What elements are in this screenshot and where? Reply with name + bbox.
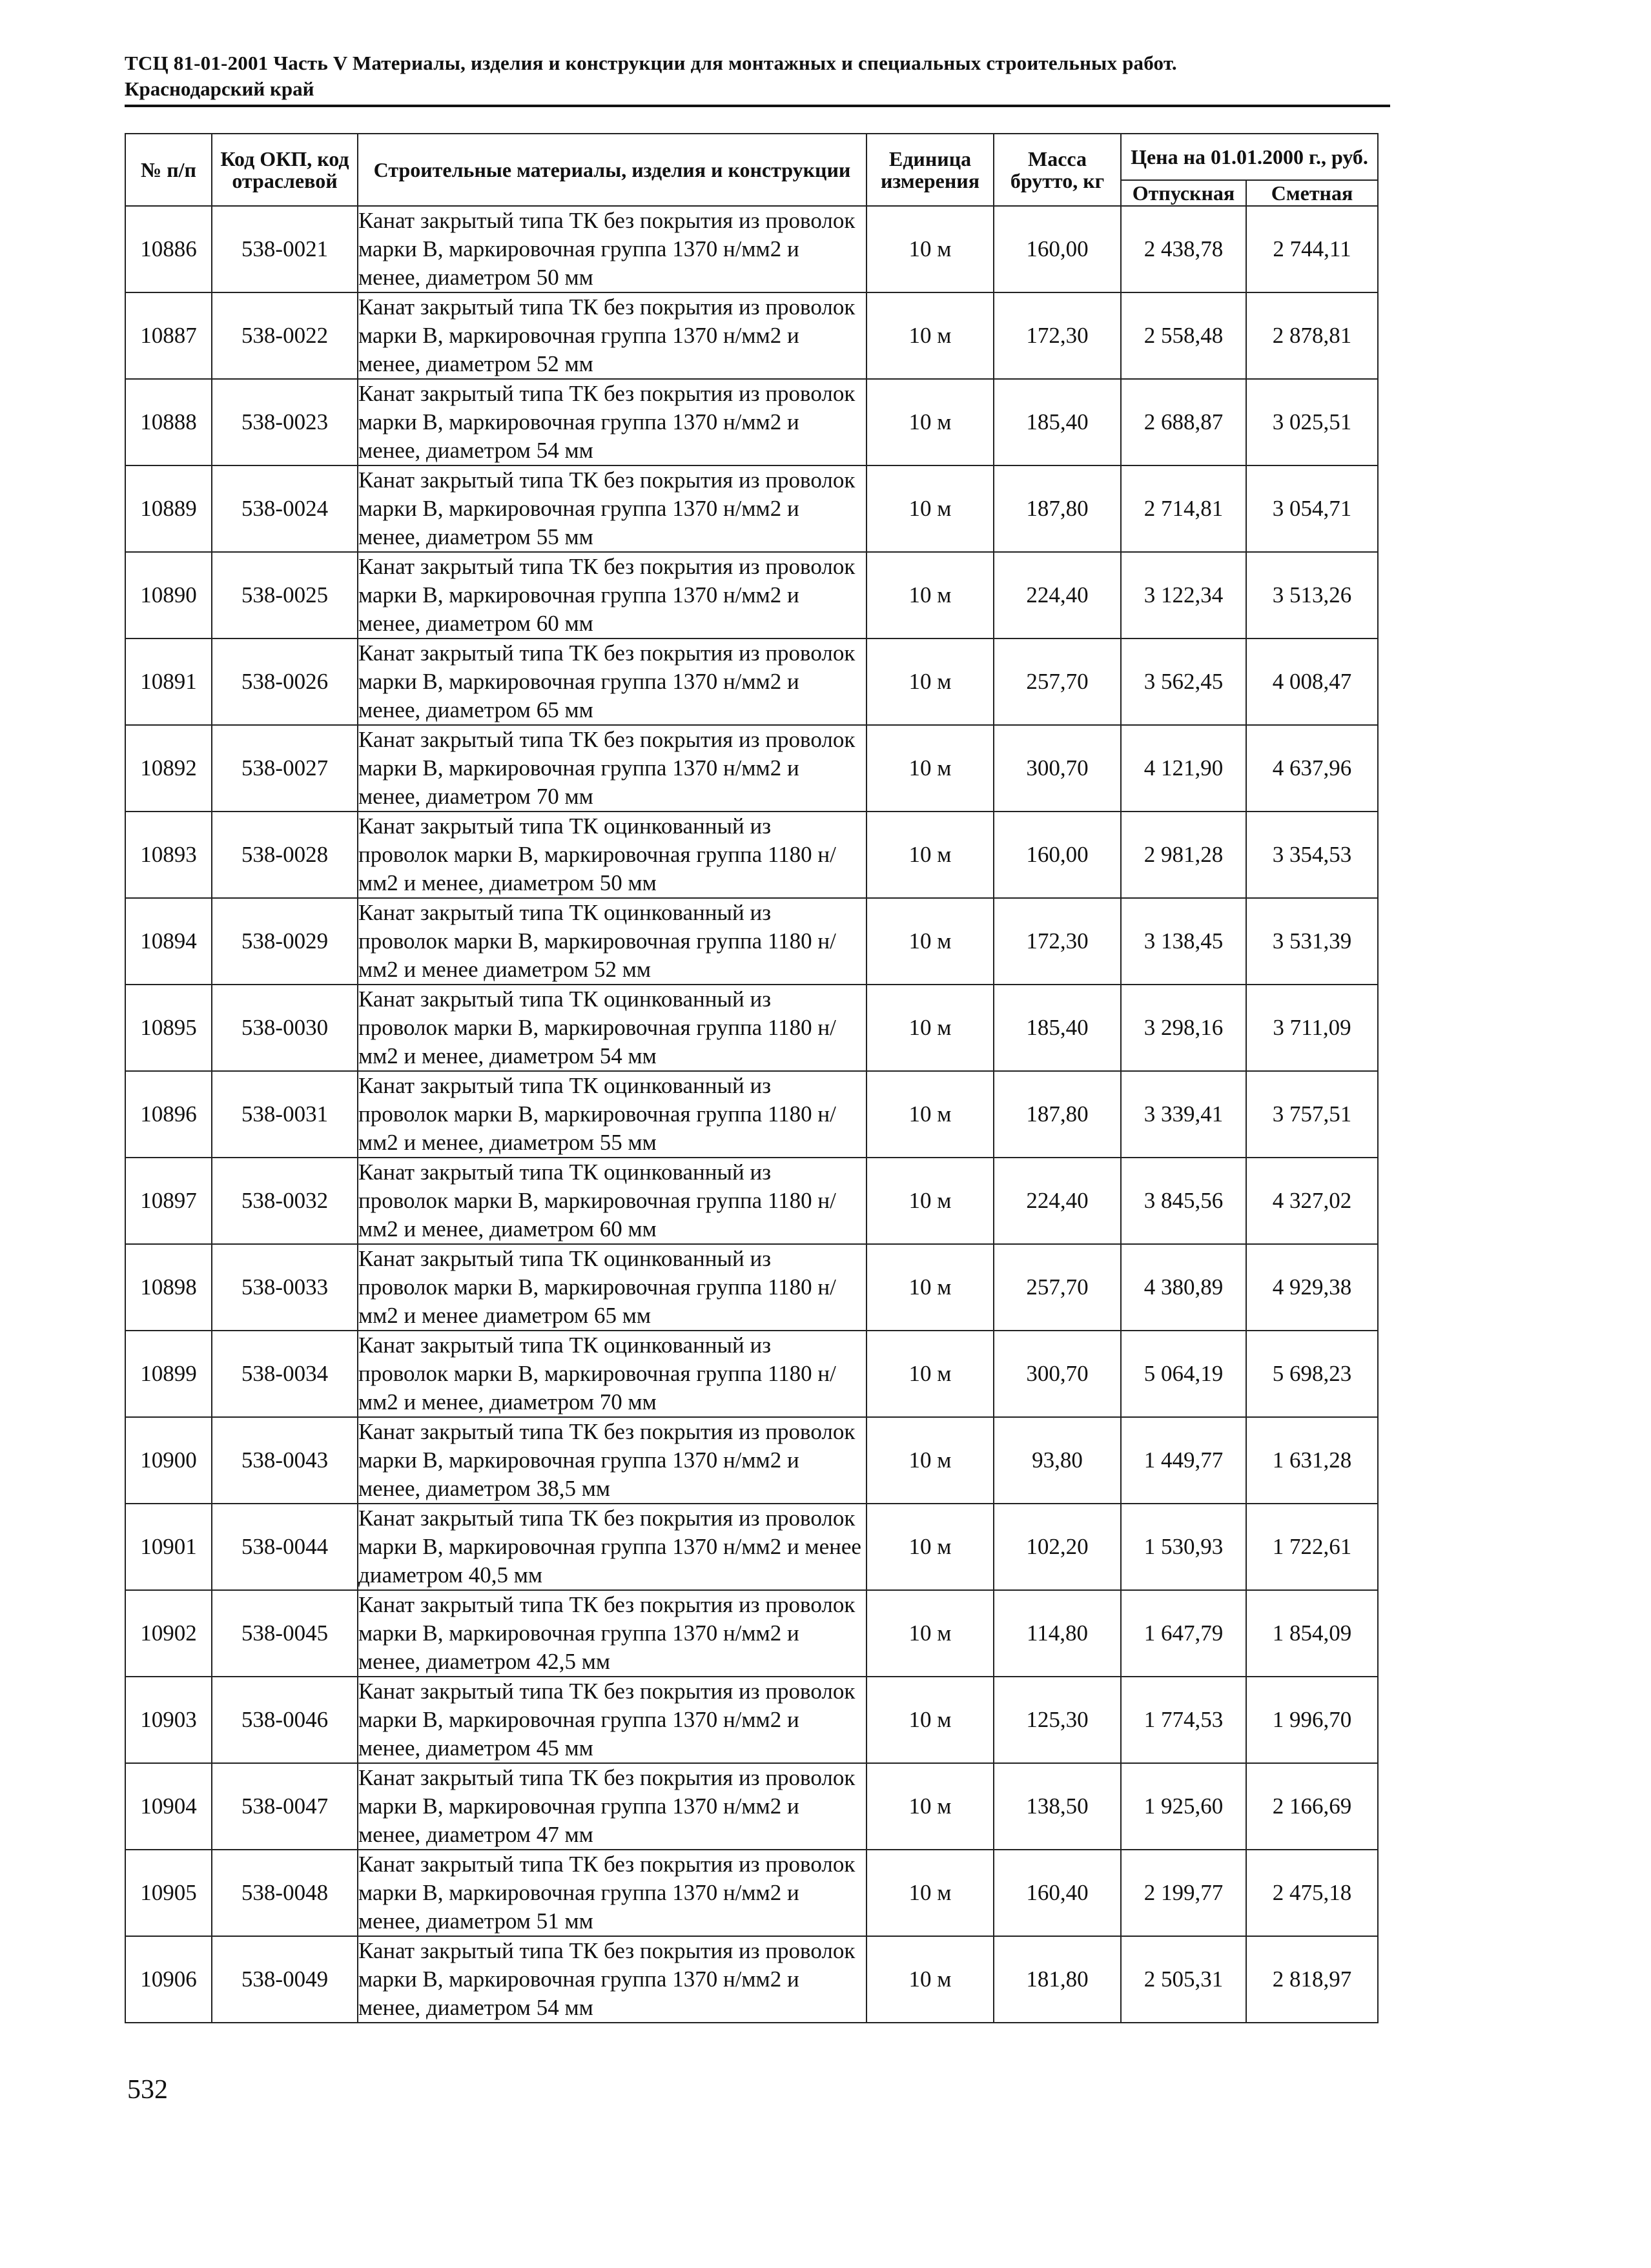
row-price-estimate: 3 531,39	[1246, 898, 1378, 985]
row-code: 538-0028	[212, 812, 358, 898]
row-name: Канат закрытый типа ТК без покрытия из проволок марки В, маркировочная группа 1370 н/мм2 и менее, диаметром 54 мм	[358, 1936, 867, 2023]
row-code: 538-0021	[212, 206, 358, 292]
row-number: 10905	[125, 1850, 212, 1936]
row-mass: 102,20	[994, 1504, 1121, 1590]
row-price-release: 1 647,79	[1121, 1590, 1246, 1677]
row-name: Канат закрытый типа ТК без покрытия из проволок марки В, маркировочная группа 1370 н/мм2 и менее, диаметром 70 мм	[358, 725, 867, 812]
table-row	[125, 1417, 1378, 1504]
row-price-estimate: 3 025,51	[1246, 379, 1378, 465]
row-code: 538-0029	[212, 898, 358, 985]
row-mass: 93,80	[994, 1417, 1121, 1504]
row-name: Канат закрытый типа ТК без покрытия из проволок марки В, маркировочная группа 1370 н/мм2 и менее, диаметром 60 мм	[358, 552, 867, 639]
row-number: 10891	[125, 639, 212, 725]
table-row	[125, 1158, 1378, 1244]
table-row	[125, 985, 1378, 1071]
row-name: Канат закрытый типа ТК без покрытия из проволок марки В, маркировочная группа 1370 н/мм2 и менее, диаметром 52 мм	[358, 292, 867, 379]
row-price-estimate: 4 929,38	[1246, 1244, 1378, 1331]
row-price-estimate: 4 008,47	[1246, 639, 1378, 725]
row-mass: 138,50	[994, 1763, 1121, 1850]
row-price-estimate: 2 166,69	[1246, 1763, 1378, 1850]
row-number: 10890	[125, 552, 212, 639]
table-row	[125, 206, 1378, 292]
row-price-estimate: 5 698,23	[1246, 1331, 1378, 1417]
row-mass: 224,40	[994, 552, 1121, 639]
row-name: Канат закрытый типа ТК оцинкованный из проволок марки В, маркировочная группа 1180 н/мм2 и менее, диаметром 55 мм	[358, 1071, 867, 1158]
table-row	[125, 1590, 1378, 1677]
row-price-estimate: 4 327,02	[1246, 1158, 1378, 1244]
row-code: 538-0048	[212, 1850, 358, 1936]
row-unit: 10 м	[867, 1677, 994, 1763]
row-price-release: 4 121,90	[1121, 725, 1246, 812]
row-code: 538-0046	[212, 1677, 358, 1763]
row-price-release: 2 688,87	[1121, 379, 1246, 465]
row-price-release: 3 122,34	[1121, 552, 1246, 639]
row-price-estimate: 1 854,09	[1246, 1590, 1378, 1677]
row-mass: 172,30	[994, 898, 1121, 985]
header-divider	[125, 105, 1390, 107]
row-mass: 185,40	[994, 985, 1121, 1071]
row-name: Канат закрытый типа ТК без покрытия из проволок марки В, маркировочная группа 1370 н/мм2 и менее, диаметром 47 мм	[358, 1763, 867, 1850]
row-number: 10899	[125, 1331, 212, 1417]
table-row	[125, 1763, 1378, 1850]
row-price-release: 2 714,81	[1121, 465, 1246, 552]
row-name: Канат закрытый типа ТК без покрытия из проволок марки В, маркировочная группа 1370 н/мм2 и менее, диаметром 50 мм	[358, 206, 867, 292]
row-code: 538-0025	[212, 552, 358, 639]
row-number: 10895	[125, 985, 212, 1071]
row-unit: 10 м	[867, 1850, 994, 1936]
row-code: 538-0031	[212, 1071, 358, 1158]
row-mass: 224,40	[994, 1158, 1121, 1244]
row-price-release: 2 505,31	[1121, 1936, 1246, 2023]
table-row	[125, 725, 1378, 812]
table-row	[125, 379, 1378, 465]
row-price-estimate: 1 722,61	[1246, 1504, 1378, 1590]
row-code: 538-0022	[212, 292, 358, 379]
row-number: 10894	[125, 898, 212, 985]
row-code: 538-0045	[212, 1590, 358, 1677]
row-unit: 10 м	[867, 1936, 994, 2023]
row-price-release: 1 925,60	[1121, 1763, 1246, 1850]
row-code: 538-0043	[212, 1417, 358, 1504]
row-price-estimate: 3 354,53	[1246, 812, 1378, 898]
row-unit: 10 м	[867, 552, 994, 639]
row-name: Канат закрытый типа ТК без покрытия из проволок марки В, маркировочная группа 1370 н/мм2 и менее, диаметром 42,5 мм	[358, 1590, 867, 1677]
row-price-release: 5 064,19	[1121, 1331, 1246, 1417]
row-number: 10893	[125, 812, 212, 898]
row-price-release: 2 199,77	[1121, 1850, 1246, 1936]
col-header-price-estimate: Сметная	[1246, 180, 1378, 206]
row-price-estimate: 3 757,51	[1246, 1071, 1378, 1158]
col-header-name: Строительные материалы, изделия и конструкции	[358, 134, 867, 206]
row-price-release: 2 438,78	[1121, 206, 1246, 292]
table-row	[125, 292, 1378, 379]
row-number: 10897	[125, 1158, 212, 1244]
row-code: 538-0024	[212, 465, 358, 552]
row-price-release: 3 339,41	[1121, 1071, 1246, 1158]
row-unit: 10 м	[867, 206, 994, 292]
row-price-estimate: 3 711,09	[1246, 985, 1378, 1071]
table-row	[125, 1677, 1378, 1763]
row-code: 538-0026	[212, 639, 358, 725]
row-price-estimate: 2 744,11	[1246, 206, 1378, 292]
row-unit: 10 м	[867, 1590, 994, 1677]
row-name: Канат закрытый типа ТК без покрытия из проволок марки В, маркировочная группа 1370 н/мм2 и менее, диаметром 38,5 мм	[358, 1417, 867, 1504]
row-unit: 10 м	[867, 292, 994, 379]
table-header	[125, 134, 1378, 206]
row-number: 10888	[125, 379, 212, 465]
row-unit: 10 м	[867, 1244, 994, 1331]
row-price-release: 2 981,28	[1121, 812, 1246, 898]
row-mass: 257,70	[994, 639, 1121, 725]
row-mass: 125,30	[994, 1677, 1121, 1763]
row-number: 10886	[125, 206, 212, 292]
row-name: Канат закрытый типа ТК оцинкованный из проволок марки В, маркировочная группа 1180 н/мм2 и менее диаметром 52 мм	[358, 898, 867, 985]
row-unit: 10 м	[867, 898, 994, 985]
col-header-price-release: Отпускная	[1121, 180, 1246, 206]
row-mass: 114,80	[994, 1590, 1121, 1677]
row-code: 538-0034	[212, 1331, 358, 1417]
table-row	[125, 465, 1378, 552]
row-price-estimate: 2 475,18	[1246, 1850, 1378, 1936]
row-name: Канат закрытый типа ТК без покрытия из проволок марки В, маркировочная группа 1370 н/мм2 и менее, диаметром 55 мм	[358, 465, 867, 552]
table-row	[125, 639, 1378, 725]
row-code: 538-0027	[212, 725, 358, 812]
row-mass: 160,00	[994, 206, 1121, 292]
col-header-price: Цена на 01.01.2000 г., руб.	[1121, 134, 1378, 180]
row-code: 538-0049	[212, 1936, 358, 2023]
row-number: 10900	[125, 1417, 212, 1504]
row-number: 10892	[125, 725, 212, 812]
row-name: Канат закрытый типа ТК оцинкованный из проволок марки В, маркировочная группа 1180 н/мм2 и менее, диаметром 50 мм	[358, 812, 867, 898]
row-number: 10889	[125, 465, 212, 552]
row-unit: 10 м	[867, 1158, 994, 1244]
row-mass: 300,70	[994, 725, 1121, 812]
row-unit: 10 м	[867, 812, 994, 898]
row-code: 538-0030	[212, 985, 358, 1071]
row-price-release: 4 380,89	[1121, 1244, 1246, 1331]
col-header-code: Код ОКП, код отраслевой	[212, 134, 358, 206]
row-unit: 10 м	[867, 1331, 994, 1417]
document-region: Краснодарский край	[125, 77, 314, 100]
row-price-estimate: 3 513,26	[1246, 552, 1378, 639]
document-header	[125, 50, 1390, 102]
row-name: Канат закрытый типа ТК оцинкованный из проволок марки В, маркировочная группа 1180 н/мм2 и менее, диаметром 60 мм	[358, 1158, 867, 1244]
row-unit: 10 м	[867, 1763, 994, 1850]
row-unit: 10 м	[867, 639, 994, 725]
row-number: 10887	[125, 292, 212, 379]
row-number: 10902	[125, 1590, 212, 1677]
row-name: Канат закрытый типа ТК оцинкованный из проволок марки В, маркировочная группа 1180 н/мм2 и менее диаметром 65 мм	[358, 1244, 867, 1331]
table-row	[125, 1504, 1378, 1590]
row-price-estimate: 3 054,71	[1246, 465, 1378, 552]
row-name: Канат закрытый типа ТК без покрытия из проволок марки В, маркировочная группа 1370 н/мм2 и менее, диаметром 45 мм	[358, 1677, 867, 1763]
row-name: Канат закрытый типа ТК оцинкованный из проволок марки В, маркировочная группа 1180 н/мм2 и менее, диаметром 70 мм	[358, 1331, 867, 1417]
row-mass: 160,40	[994, 1850, 1121, 1936]
row-name: Канат закрытый типа ТК без покрытия из проволок марки В, маркировочная группа 1370 н/мм2 и менее, диаметром 65 мм	[358, 639, 867, 725]
row-code: 538-0032	[212, 1158, 358, 1244]
table-row	[125, 1071, 1378, 1158]
row-price-release: 2 558,48	[1121, 292, 1246, 379]
row-unit: 10 м	[867, 1504, 994, 1590]
table-row	[125, 1244, 1378, 1331]
row-number: 10904	[125, 1763, 212, 1850]
row-number: 10898	[125, 1244, 212, 1331]
table-body	[125, 206, 1378, 2023]
row-mass: 187,80	[994, 1071, 1121, 1158]
row-price-release: 1 449,77	[1121, 1417, 1246, 1504]
table-row	[125, 1936, 1378, 2023]
row-mass: 160,00	[994, 812, 1121, 898]
table-row	[125, 1850, 1378, 1936]
col-header-num: № п/п	[125, 134, 212, 206]
row-price-estimate: 2 818,97	[1246, 1936, 1378, 2023]
row-price-estimate: 4 637,96	[1246, 725, 1378, 812]
row-mass: 172,30	[994, 292, 1121, 379]
row-code: 538-0044	[212, 1504, 358, 1590]
row-mass: 187,80	[994, 465, 1121, 552]
table-row	[125, 812, 1378, 898]
row-price-release: 3 138,45	[1121, 898, 1246, 985]
table-row	[125, 552, 1378, 639]
row-code: 538-0023	[212, 379, 358, 465]
row-price-estimate: 2 878,81	[1246, 292, 1378, 379]
row-unit: 10 м	[867, 1417, 994, 1504]
row-unit: 10 м	[867, 1071, 994, 1158]
row-unit: 10 м	[867, 465, 994, 552]
table-row	[125, 898, 1378, 985]
row-code: 538-0047	[212, 1763, 358, 1850]
table-row	[125, 1331, 1378, 1417]
row-code: 538-0033	[212, 1244, 358, 1331]
row-number: 10901	[125, 1504, 212, 1590]
row-price-release: 3 845,56	[1121, 1158, 1246, 1244]
row-mass: 185,40	[994, 379, 1121, 465]
row-number: 10903	[125, 1677, 212, 1763]
document-title: ТСЦ 81-01-2001 Часть V Материалы, изделия и конструкции для монтажных и специальных строительных работ.	[125, 52, 1177, 74]
price-table	[125, 133, 1379, 2023]
col-header-unit: Единица измерения	[867, 134, 994, 206]
row-number: 10896	[125, 1071, 212, 1158]
page-number: 532	[127, 2075, 168, 2105]
col-header-mass: Масса брутто, кг	[994, 134, 1121, 206]
row-price-release: 1 774,53	[1121, 1677, 1246, 1763]
row-price-release: 3 562,45	[1121, 639, 1246, 725]
row-mass: 257,70	[994, 1244, 1121, 1331]
row-name: Канат закрытый типа ТК оцинкованный из проволок марки В, маркировочная группа 1180 н/мм2 и менее, диаметром 54 мм	[358, 985, 867, 1071]
row-name: Канат закрытый типа ТК без покрытия из проволок марки В, маркировочная группа 1370 н/мм2 и менее диаметром 40,5 мм	[358, 1504, 867, 1590]
row-price-release: 3 298,16	[1121, 985, 1246, 1071]
row-name: Канат закрытый типа ТК без покрытия из проволок марки В, маркировочная группа 1370 н/мм2 и менее, диаметром 51 мм	[358, 1850, 867, 1936]
row-unit: 10 м	[867, 725, 994, 812]
row-unit: 10 м	[867, 985, 994, 1071]
row-unit: 10 м	[867, 379, 994, 465]
row-name: Канат закрытый типа ТК без покрытия из проволок марки В, маркировочная группа 1370 н/мм2 и менее, диаметром 54 мм	[358, 379, 867, 465]
row-mass: 181,80	[994, 1936, 1121, 2023]
row-mass: 300,70	[994, 1331, 1121, 1417]
row-price-estimate: 1 996,70	[1246, 1677, 1378, 1763]
row-number: 10906	[125, 1936, 212, 2023]
row-price-release: 1 530,93	[1121, 1504, 1246, 1590]
row-price-estimate: 1 631,28	[1246, 1417, 1378, 1504]
